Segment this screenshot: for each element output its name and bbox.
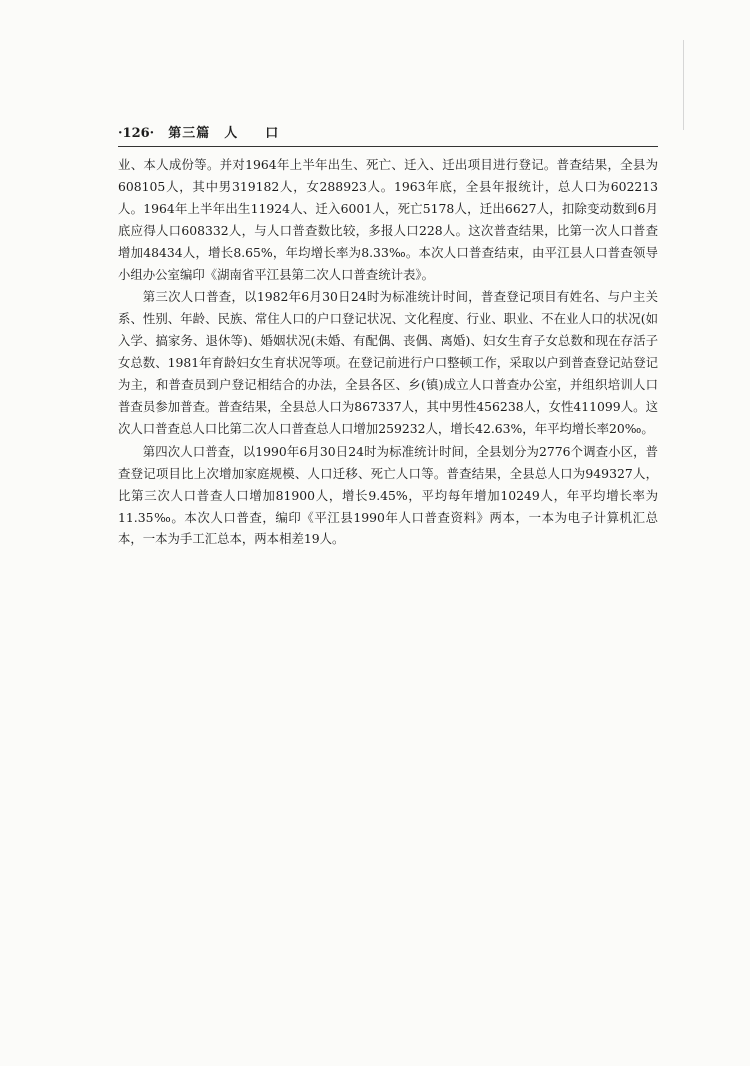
paragraph-fourth-census: 第四次人口普查，以1990年6月30日24时为标准统计时间，全县划分为2776个调查小区，普查登记项目比上次增加家庭规模、人口迁移、死亡人口等。普查结果，全县总人口为949327人，比第三次人口普查人口增加81900人，增长9.45%，平均每年增加10249人，年平均增长率为11.35‰。本次人口普查，编印《平江县1990年人口普查资料》两本，一本为电子计算机汇总本，一本为手工汇总本，两本相差19人。 [118,443,658,547]
page-header [118,116,658,147]
page-number: ·126· [118,126,155,141]
scan-artifact-line [683,40,684,130]
chapter-label: 第三篇 [168,126,211,141]
paragraph-third-census: 第三次人口普查，以1982年6月30日24时为标准统计时间，普查登记项目有姓名、与户主关系、性别、年龄、民族、常住人口的户口登记状况、文化程度、行业、职业、不在业人口的状况(如入学、搞家务、退休等)、婚姻状况(未婚、有配偶、丧偶、离婚)、妇女生育子女总数和现在存活子女总数、1981年育龄妇女生育状况等项。在登记前进行户口整顿工作，采取以户到普查登记站登记为主，和普查员到户登记相结合的办法，全县各区、乡(镇)成立人口普查办公室，并组织培训人口普查员参加普查。普查结果，全县总人口为867337人，其中男性456238人，女性411099人。这次人口普查总人口比第二次人口普查总人口增加259232人，增长42.63%，年平均增长率20‰。 [118,289,658,436]
body-text [118,154,658,550]
chapter-title: 人口 [224,126,307,141]
paragraph-continuation: 业、本人成份等。并对1964年上半年出生、死亡、迁入、迁出项目进行登记。普查结果，全县为608105人，其中男319182人，女288923人。1963年底，全县年报统计，总人口为602213人。1964年上半年出生11924人、迁入6001人，死亡5178人，迁出6627人，扣除变动数到6月底应得人口608332人，与人口普查数比较，多报人口228人。这次普查结果，比第一次人口普查增加48434人，增长8.65%，年均增长率为8.33‰。本次人口普查结束，由平江县人口普查领导小组办公室编印《湖南省平江县第二次人口普查统计表》。 [118,157,658,282]
